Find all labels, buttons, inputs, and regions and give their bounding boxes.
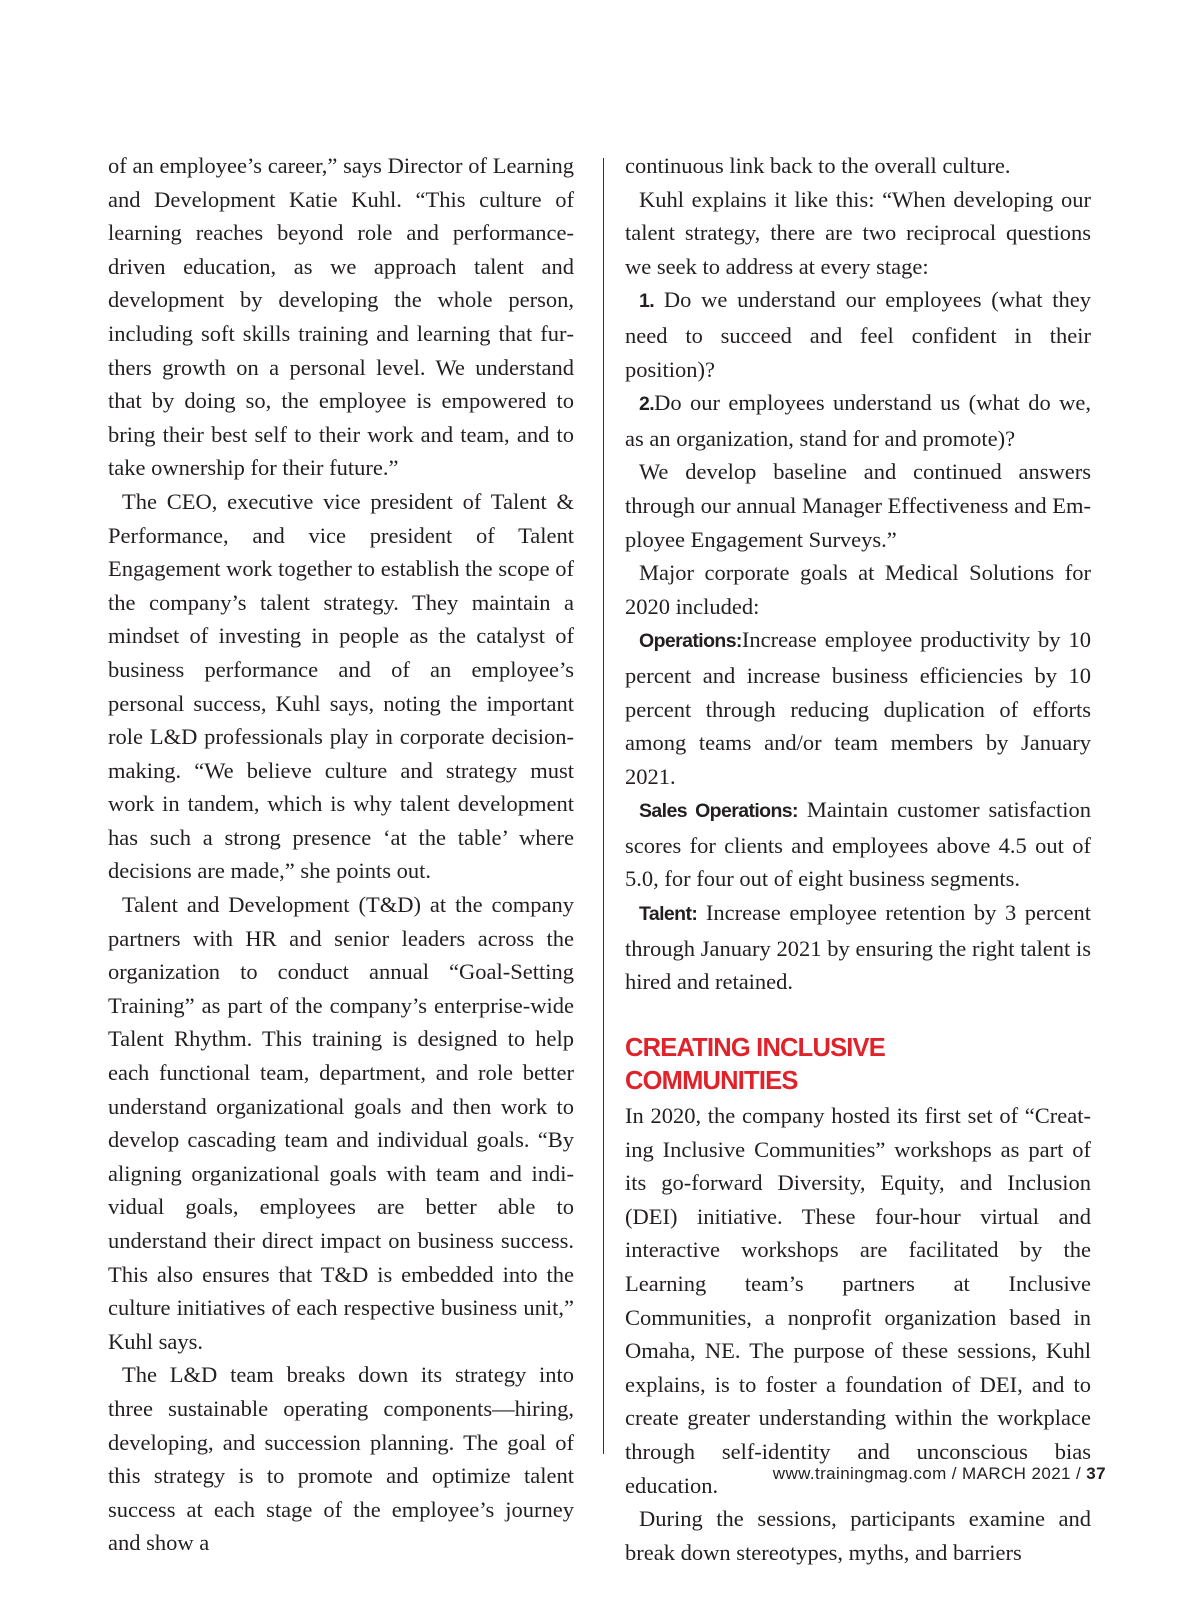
question-item (625, 283, 1091, 386)
question-number: 1. (639, 290, 655, 313)
paragraph: During the sessions, participants examine and break down stereotypes, myths, and barriers (625, 1506, 1091, 1565)
paragraph: Kuhl explains it like this: “When developing our talent strategy, there are two reciprocal questions we seek to address at every stage: (625, 186, 1091, 279)
goal-item (625, 623, 1091, 793)
goal-text: Increase employee retention by 3 percent through January 2021 by ensuring the right talent is hired and retained. (625, 900, 1092, 995)
paragraph: of an employee’s career,” says Director of Learning and Development Katie Kuhl. “This culture of learning reaches beyond role and performance-driven education, as we approach talent and development by developing the whole person, including soft skills training and learning that furthers growth on a personal level. We understand that by doing so, the employee is empowered to bring their best self to their work and team, and to take ownership for their future.” (108, 153, 574, 481)
paragraph: Major corporate goals at Medical Solutions for 2020 included: (625, 560, 1091, 619)
paragraph: Talent and Development (T&D) at the company partners with HR and senior leaders across the organization to conduct annual “Goal-Setting Training” as part of the company’s enterprise-wide Talent Rhythm. This training is designed to help each functional team, department, and role better understand organizational goals and then work to develop cascading team and individual goals. “By aligning organizational goals with team and individual goals, employees are better able to understand their direct impact on business success. This also ensures that T&D is embedded into the culture initiatives of each respective business unit,” Kuhl says. (108, 892, 574, 1354)
paragraph: The CEO, executive vice president of Talent & Performance, and vice president of Talent Engagement work together to establish the scope of the company’s talent strategy. They maintain a mindset of investing in people as the catalyst of business performance and of an employee’s personal success, Kuhl says, noting the important role L&D professionals play in corporate decision-making. “We believe culture and strategy must work in tandem, which is why talent development has such a strong presence ‘at the table’ where decisions are made,” she points out. (108, 488, 574, 884)
goal-label: Sales Operations: (639, 800, 798, 823)
goal-text: Maintain customer satisfaction scores for clients and employees above 4.5 out of 5.0, for four out of eight business segments. (625, 797, 1092, 892)
goal-text: Increase employee productivity by 10 percent and increase business efficiencies by 10 percent through reducing duplication of efforts among teams and/or team members by January 2021. (625, 627, 1091, 789)
page-footer (773, 1464, 1106, 1484)
question-item (625, 386, 1091, 455)
paragraph: continuous link back to the overall culture. (625, 153, 1011, 178)
footer-site-link[interactable]: www.trainingmag.com (772, 1464, 947, 1483)
paragraph: We develop baseline and continued answers through our annual Manager Effectiveness and Employee Engagement Surveys.” (625, 459, 1091, 552)
column-divider (603, 158, 604, 1454)
goal-item (625, 793, 1091, 896)
footer-separator: / (1070, 1464, 1087, 1483)
question-text: Do our employees understand us (what do we, as an organization, stand for and promote)? (625, 390, 1091, 451)
question-number: 2. (639, 393, 655, 416)
goal-label: Operations: (639, 630, 742, 653)
question-text: Do we understand our employees (what they need to succeed and feel confident in their position)? (625, 287, 1092, 382)
goal-item (625, 896, 1091, 999)
paragraph: The L&D team breaks down its strategy into three sustainable operating components—hiring, developing, and succession planning. The goal of this strategy is to promote and optimize talent success at each stage of the employee’s journey and show a (108, 1362, 574, 1556)
left-column (108, 149, 574, 1560)
footer-issue: MARCH 2021 (962, 1464, 1071, 1483)
page-number: 37 (1086, 1464, 1106, 1483)
section-heading (625, 1032, 1091, 1099)
footer-separator: / (946, 1464, 963, 1483)
section-heading-line: COMMUNITIES (625, 1067, 798, 1096)
section-heading-line: CREATING INCLUSIVE (625, 1033, 885, 1062)
goal-label: Talent: (639, 903, 698, 926)
right-column (625, 149, 1091, 1569)
paragraph: In 2020, the company hosted its first set of “Creating Inclusive Communities” workshops as part of its go-forward Diversity, Equity, and Inclusion (DEI) initiative. These four-hour virtual and interactive workshops are facilitated by the Learning team’s partners at Inclusive Communities, a nonprofit organization based in Omaha, NE. The purpose of these sessions, Kuhl explains, is to foster a foundation of DEI, and to create greater understanding within the workplace through self-identity and unconscious bias education. (625, 1103, 1091, 1498)
